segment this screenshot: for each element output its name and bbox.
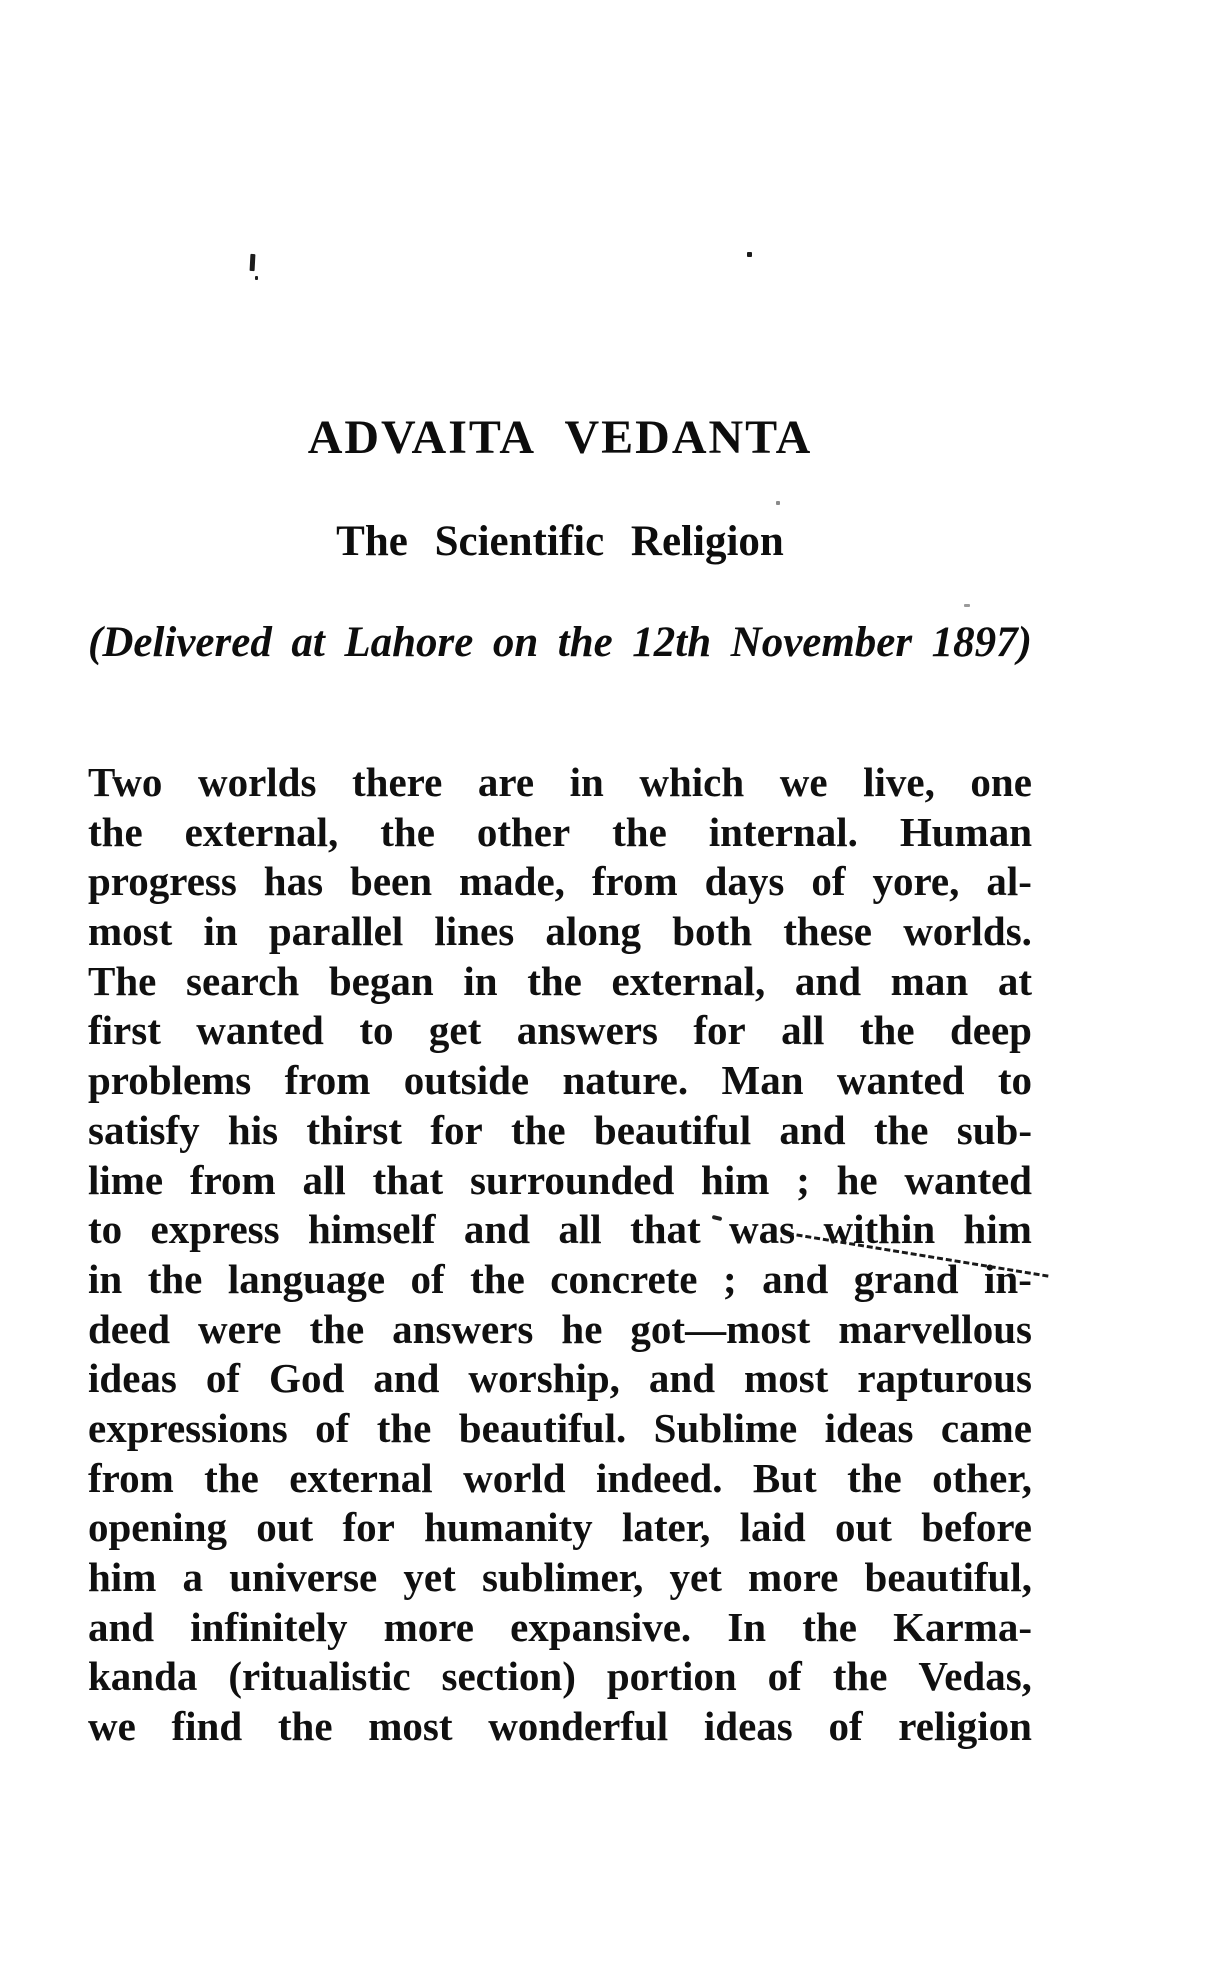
body-line (88, 1553, 1032, 1603)
word: sublimer, (481, 1554, 644, 1600)
word: the (380, 808, 435, 855)
word: deed (88, 1305, 170, 1352)
word: ; (723, 1255, 737, 1302)
word: beautiful, (864, 1554, 1032, 1600)
word: out (256, 1504, 314, 1551)
word: we (779, 759, 828, 805)
word: yet (669, 1554, 722, 1600)
word: the (527, 957, 582, 1004)
word: him (963, 1206, 1032, 1253)
page-title: ADVAITA VEDANTA (307, 411, 813, 464)
word: the (847, 1454, 902, 1501)
word: to (359, 1007, 394, 1054)
word: the (88, 808, 143, 855)
body-line (88, 1702, 1032, 1752)
word: most (744, 1355, 829, 1402)
word: these (783, 908, 872, 955)
word: a (182, 1554, 204, 1600)
word: which (639, 759, 745, 805)
word: Man (721, 1057, 804, 1104)
word: in (569, 759, 604, 805)
word: and (373, 1355, 440, 1402)
word: thirst (306, 1106, 403, 1153)
body-line (88, 1603, 1032, 1653)
word: external, (184, 808, 339, 855)
word: got—most (630, 1305, 811, 1352)
word: all (302, 1156, 346, 1203)
word: universe (229, 1554, 378, 1600)
word: concrete (550, 1255, 698, 1302)
word: were (198, 1305, 282, 1352)
word: at (291, 619, 325, 666)
word: external (289, 1454, 433, 1501)
word: man (890, 957, 969, 1004)
word: in (88, 1255, 123, 1302)
word: (Delivered (88, 619, 272, 666)
word: the (204, 1454, 259, 1501)
ink-speck (964, 604, 970, 607)
word: external, (611, 957, 766, 1004)
word: the (277, 1703, 333, 1750)
word: parallel (268, 908, 404, 955)
body-line (88, 1106, 1032, 1156)
word: find (171, 1703, 243, 1750)
word: more (383, 1603, 474, 1650)
word: all (781, 1007, 825, 1054)
word: to (88, 1206, 123, 1253)
word: marvellous (838, 1305, 1032, 1352)
word: from (189, 1156, 276, 1203)
word: of (410, 1255, 445, 1302)
word: out (834, 1504, 892, 1551)
body-line (88, 1652, 1032, 1702)
word: days (704, 858, 785, 905)
word: 12th (632, 619, 712, 666)
body-line (88, 957, 1032, 1007)
word: internal. (708, 808, 858, 855)
word: first (88, 1007, 161, 1054)
word: section) (441, 1653, 576, 1700)
word: of (828, 1703, 863, 1750)
word: all (558, 1206, 602, 1253)
word: 1897) (931, 619, 1032, 666)
word: the (147, 1255, 203, 1302)
body-line (88, 1454, 1032, 1504)
word: that (630, 1206, 701, 1253)
body-line (88, 758, 1032, 808)
word: that (372, 1156, 444, 1203)
word: on (492, 619, 539, 666)
word: ideas (88, 1355, 177, 1402)
word: the (873, 1106, 929, 1153)
word: and (648, 1355, 716, 1402)
word: and (762, 1255, 829, 1302)
word: himself (307, 1206, 436, 1253)
word: worlds (197, 759, 317, 805)
word: wanted (196, 1007, 324, 1054)
word: surrounded (469, 1156, 675, 1203)
word: portion (606, 1653, 737, 1700)
word: the (376, 1404, 432, 1451)
word: live, (863, 759, 935, 805)
word: for (430, 1106, 483, 1153)
word: been (350, 858, 433, 905)
word: worship, (468, 1355, 620, 1402)
word: beautiful. (458, 1404, 627, 1451)
word: of (315, 1404, 350, 1451)
word: most (368, 1703, 453, 1750)
word: the (859, 1007, 915, 1054)
word: was (729, 1206, 796, 1253)
word: him (701, 1156, 770, 1203)
word: along (545, 908, 642, 955)
word: both (672, 908, 752, 955)
word: opening (88, 1504, 227, 1551)
word: wanted (904, 1156, 1032, 1203)
word: worlds. (903, 908, 1032, 955)
word: yet (403, 1554, 456, 1600)
word: Karma- (893, 1603, 1032, 1650)
word: yore, (872, 858, 960, 905)
word: and (779, 1106, 846, 1153)
word: expressions (88, 1404, 288, 1451)
word: more (748, 1554, 839, 1600)
ink-speck (747, 252, 752, 257)
body-line (88, 857, 1032, 907)
word: ; (796, 1156, 810, 1203)
word: language (227, 1255, 386, 1302)
word: ideas (703, 1703, 793, 1750)
word: in- (984, 1255, 1032, 1302)
word: the (470, 1255, 525, 1302)
word: his (227, 1106, 279, 1153)
word: other, (932, 1454, 1032, 1501)
word: has (263, 858, 324, 905)
ink-speck (250, 254, 256, 271)
body-line (88, 808, 1032, 858)
word: wanted (836, 1057, 965, 1104)
word: (ritualistic (228, 1653, 411, 1700)
word: in (203, 908, 238, 955)
word: lime (88, 1156, 164, 1203)
word: The (88, 957, 157, 1004)
word: world (463, 1454, 566, 1501)
word: from (591, 858, 678, 905)
word: the (309, 1305, 365, 1352)
body-line (88, 1255, 1032, 1305)
body-line (88, 1404, 1032, 1454)
word: express (150, 1206, 280, 1253)
body-line (88, 1205, 1032, 1255)
word: the (510, 1106, 566, 1153)
word: one (970, 759, 1032, 805)
word: he (836, 1156, 878, 1203)
word: Two (88, 759, 163, 805)
word: the (612, 808, 667, 855)
word: made, (459, 858, 565, 905)
page-subtitle: The Scientific Religion (336, 518, 784, 565)
word: Sublime (653, 1404, 798, 1451)
word: beautiful (593, 1106, 752, 1153)
body-line (88, 1156, 1032, 1206)
word: rapturous (857, 1355, 1032, 1402)
word: laid (739, 1504, 806, 1551)
word: of (205, 1355, 241, 1402)
word: November (730, 619, 913, 666)
word: answers (392, 1305, 534, 1352)
body-line (88, 1354, 1032, 1404)
word: kanda (88, 1653, 198, 1700)
word: from (284, 1057, 371, 1104)
word: Vedas, (918, 1653, 1032, 1700)
word: Human (899, 808, 1032, 855)
word: before (921, 1504, 1032, 1551)
word: and (794, 957, 861, 1004)
word: al- (986, 858, 1032, 905)
word: and (88, 1603, 155, 1650)
word: But (752, 1454, 817, 1501)
word: wonderful (488, 1703, 669, 1750)
word: Lahore (344, 619, 474, 666)
word: most (88, 908, 173, 955)
body-line (88, 1305, 1032, 1355)
word: in (463, 957, 498, 1004)
word: began (328, 957, 434, 1004)
word: In (727, 1603, 767, 1650)
word: get (428, 1007, 482, 1054)
word: from (88, 1454, 174, 1501)
word: religion (898, 1703, 1032, 1750)
word: of (811, 858, 846, 905)
word: we (88, 1703, 136, 1750)
word: problems (88, 1057, 252, 1104)
word: the (832, 1653, 888, 1700)
word: him (88, 1554, 157, 1600)
word: to (997, 1057, 1032, 1104)
word: are (477, 759, 535, 805)
word: lines (434, 908, 515, 955)
word: there (352, 759, 443, 805)
word: nature. (562, 1057, 689, 1104)
word: grand (853, 1255, 959, 1302)
word: the (802, 1603, 857, 1650)
word: ideas (824, 1404, 914, 1451)
word: progress (88, 858, 237, 905)
ink-speck (255, 276, 258, 280)
word: of (767, 1653, 802, 1700)
word: other (476, 808, 571, 855)
word: he (561, 1305, 603, 1352)
body-line (88, 907, 1032, 957)
word: indeed. (596, 1454, 723, 1501)
delivery-note (88, 618, 1032, 667)
word: and (463, 1206, 531, 1253)
word: deep (949, 1007, 1032, 1054)
body-line (88, 1056, 1032, 1106)
body-text (88, 758, 1032, 1752)
word: answers (516, 1007, 658, 1054)
word: came (940, 1404, 1032, 1451)
word: for (693, 1007, 746, 1054)
body-line (88, 1503, 1032, 1553)
word: search (186, 957, 300, 1004)
word: the (557, 619, 613, 666)
word: at (997, 957, 1032, 1004)
word: later, (621, 1504, 711, 1551)
body-line (88, 1006, 1032, 1056)
word: expansive. (510, 1603, 692, 1650)
word: within (823, 1206, 936, 1253)
word: outside (403, 1057, 530, 1104)
word: infinitely (190, 1603, 348, 1650)
word: sub- (956, 1106, 1032, 1153)
word: God (269, 1355, 345, 1402)
ink-speck (776, 501, 780, 505)
word: humanity (424, 1504, 593, 1551)
word: satisfy (88, 1106, 200, 1153)
word: for (342, 1504, 395, 1551)
